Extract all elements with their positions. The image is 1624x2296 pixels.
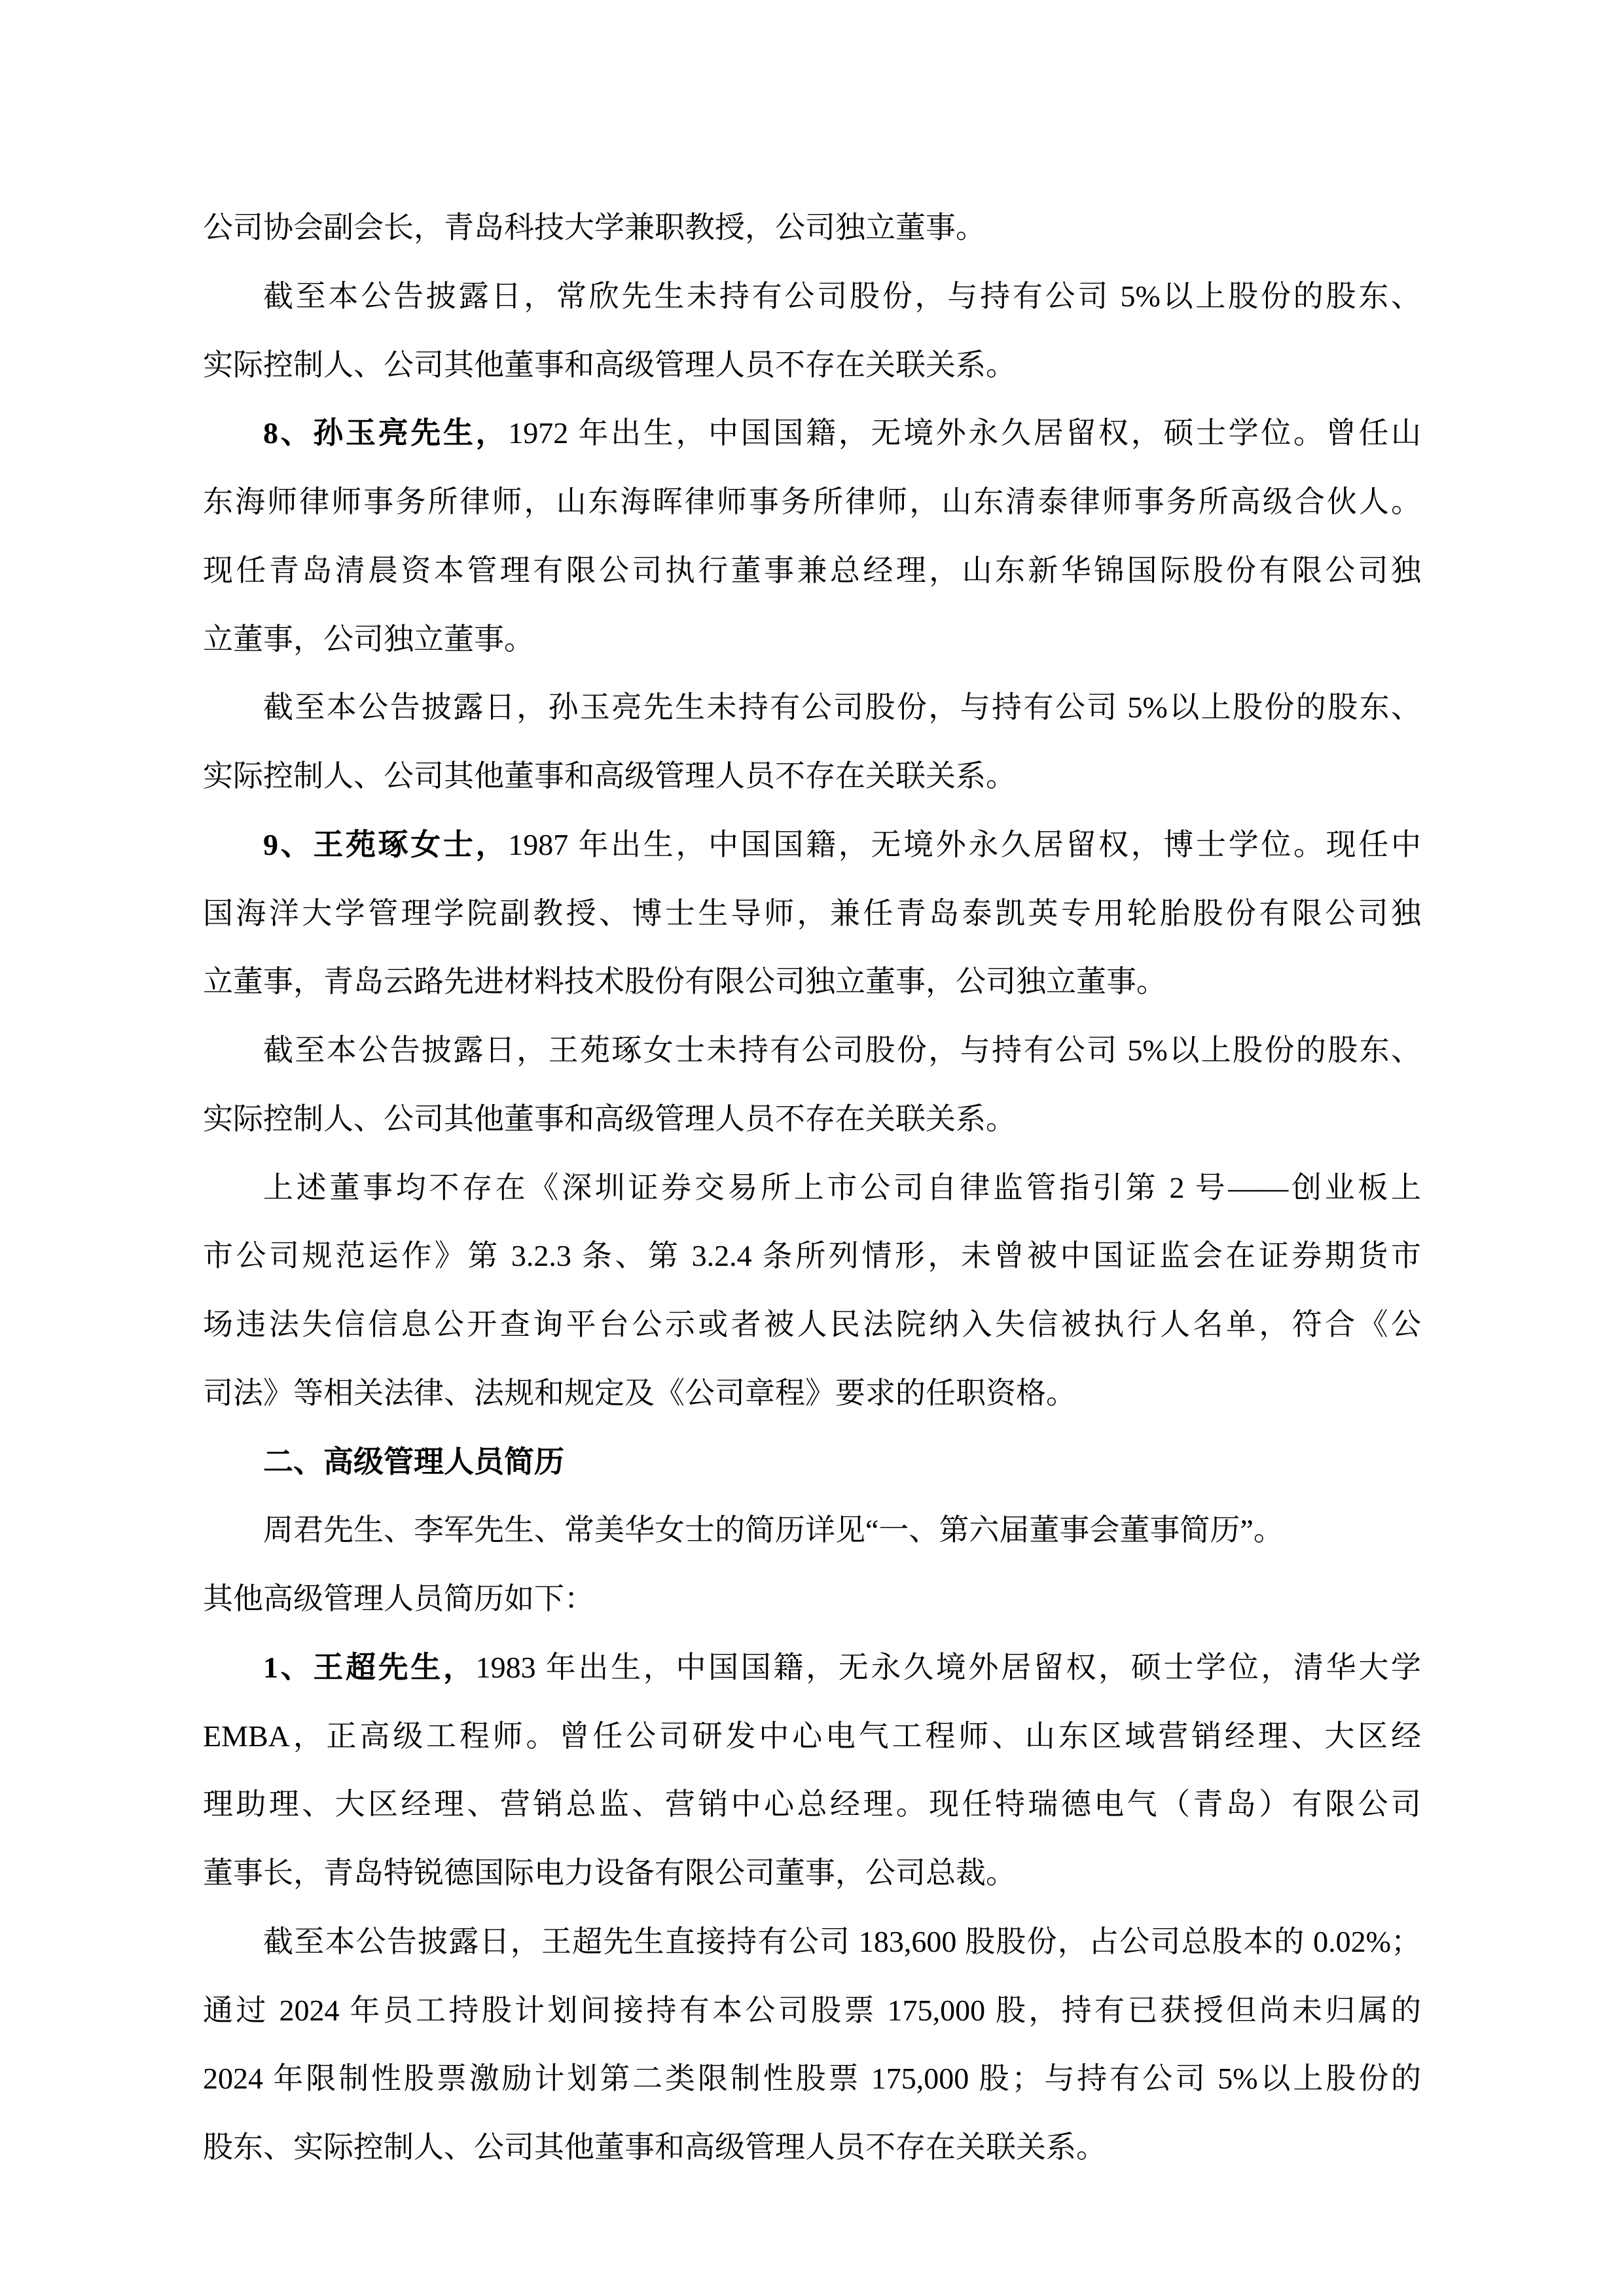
text-line [203, 1702, 1421, 1771]
text-segment: 实际控制人、公司其他董事和高级管理人员不存在关联关系。 [203, 759, 1016, 793]
text-line [203, 1908, 1421, 1977]
text-line [203, 1222, 1421, 1291]
text-segment: 公司协会副会长，青岛科技大学兼职教授，公司独立董事。 [203, 211, 986, 244]
text-line [203, 742, 1421, 811]
text-segment: 其他高级管理人员简历如下： [203, 1582, 594, 1615]
text-line [203, 1839, 1421, 1908]
text-segment: 实际控制人、公司其他董事和高级管理人员不存在关联关系。 [203, 1102, 1016, 1136]
text-segment: 截至本公告披露日，王超先生直接持有公司 183,600 股股份，占公司总股本的 0.02%； [263, 1924, 1421, 1958]
text-line [203, 1770, 1421, 1839]
text-segment: 1972 年出生，中国国籍，无境外永久居留权，硕士学位。曾任山 [508, 416, 1422, 450]
text-segment: 国海洋大学管理学院副教授、博士生导师，兼任青岛泰凯英专用轮胎股份有限公司独 [203, 896, 1421, 930]
text-line [203, 262, 1421, 331]
text-line [203, 811, 1421, 880]
text-segment: 截至本公告披露日，常欣先生未持有公司股份，与持有公司 5%以上股份的股东、 [263, 279, 1421, 313]
bold-text-segment: 1、王超先生， [263, 1650, 476, 1684]
text-line [203, 1428, 1421, 1497]
text-segment: 股东、实际控制人、公司其他董事和高级管理人员不存在关联关系。 [203, 2130, 1106, 2164]
text-line [203, 1291, 1421, 1359]
text-segment: 周君先生、李军先生、常美华女士的简历详见“一、第六届董事会董事简历”。 [263, 1513, 1284, 1547]
text-segment: 2024 年限制性股票激励计划第二类限制性股票 175,000 股；与持有公司 5%以上股份的 [203, 2062, 1421, 2096]
text-segment: 市公司规范运作》第 3.2.3 条、第 3.2.4 条所列情形，未曾被中国证监会在证券期货市 [203, 1239, 1421, 1273]
text-segment: 现任青岛清晨资本管理有限公司执行董事兼总经理，山东新华锦国际股份有限公司独 [203, 553, 1421, 587]
text-line [203, 2113, 1421, 2182]
text-segment: 截至本公告披露日，孙玉亮先生未持有公司股份，与持有公司 5%以上股份的股东、 [263, 691, 1421, 725]
text-segment: 立董事，青岛云路先进材料技术股份有限公司独立董事，公司独立董事。 [203, 965, 1166, 999]
text-line [203, 880, 1421, 948]
text-line [203, 1016, 1421, 1085]
document-body [203, 194, 1421, 2182]
text-segment: EMBA，正高级工程师。曾任公司研发中心电气工程师、山东区域营销经理、大区经 [203, 1719, 1421, 1753]
text-segment: 理助理、大区经理、营销总监、营销中心总经理。现任特瑞德电气（青岛）有限公司 [203, 1787, 1421, 1821]
text-line [203, 1634, 1421, 1702]
text-segment: 通过 2024 年员工持股计划间接持有本公司股票 175,000 股，持有已获授但尚未归属的 [203, 1993, 1421, 2027]
text-line [203, 2045, 1421, 2113]
text-segment: 1987 年出生，中国国籍，无境外永久居留权，博士学位。现任中 [508, 827, 1422, 861]
text-segment: 场违法失信信息公开查询平台公示或者被人民法院纳入失信被执行人名单，符合《公 [203, 1308, 1421, 1341]
text-line [203, 399, 1421, 468]
bold-text-segment: 二、高级管理人员简历 [263, 1444, 564, 1479]
text-line [203, 537, 1421, 605]
text-line [203, 1496, 1421, 1565]
text-line [203, 194, 1421, 262]
text-line [203, 673, 1421, 742]
text-line [203, 948, 1421, 1016]
text-segment: 截至本公告披露日，王苑琢女士未持有公司股份，与持有公司 5%以上股份的股东、 [263, 1033, 1421, 1067]
text-line [203, 1977, 1421, 2045]
text-segment: 上述董事均不存在《深圳证券交易所上市公司自律监管指引第 2 号——创业板上 [263, 1170, 1421, 1204]
text-line [203, 331, 1421, 400]
text-line [203, 1085, 1421, 1154]
text-line [203, 605, 1421, 674]
text-line [203, 1565, 1421, 1634]
text-segment: 1983 年出生，中国国籍，无永久境外居留权，硕士学位，清华大学 [475, 1650, 1422, 1684]
text-line [203, 468, 1421, 537]
bold-text-segment: 8、孙玉亮先生， [263, 416, 509, 450]
text-segment: 立董事，公司独立董事。 [203, 622, 534, 656]
text-line [203, 1359, 1421, 1428]
bold-text-segment: 9、王苑琢女士， [263, 827, 509, 861]
text-segment: 司法》等相关法律、法规和规定及《公司章程》要求的任职资格。 [203, 1376, 1076, 1410]
text-segment: 董事长，青岛特锐德国际电力设备有限公司董事，公司总裁。 [203, 1856, 1016, 1890]
text-line [203, 1154, 1421, 1223]
text-segment: 东海师律师事务所律师，山东海晖律师事务所律师，山东清泰律师事务所高级合伙人。 [203, 485, 1421, 518]
text-segment: 实际控制人、公司其他董事和高级管理人员不存在关联关系。 [203, 348, 1016, 382]
